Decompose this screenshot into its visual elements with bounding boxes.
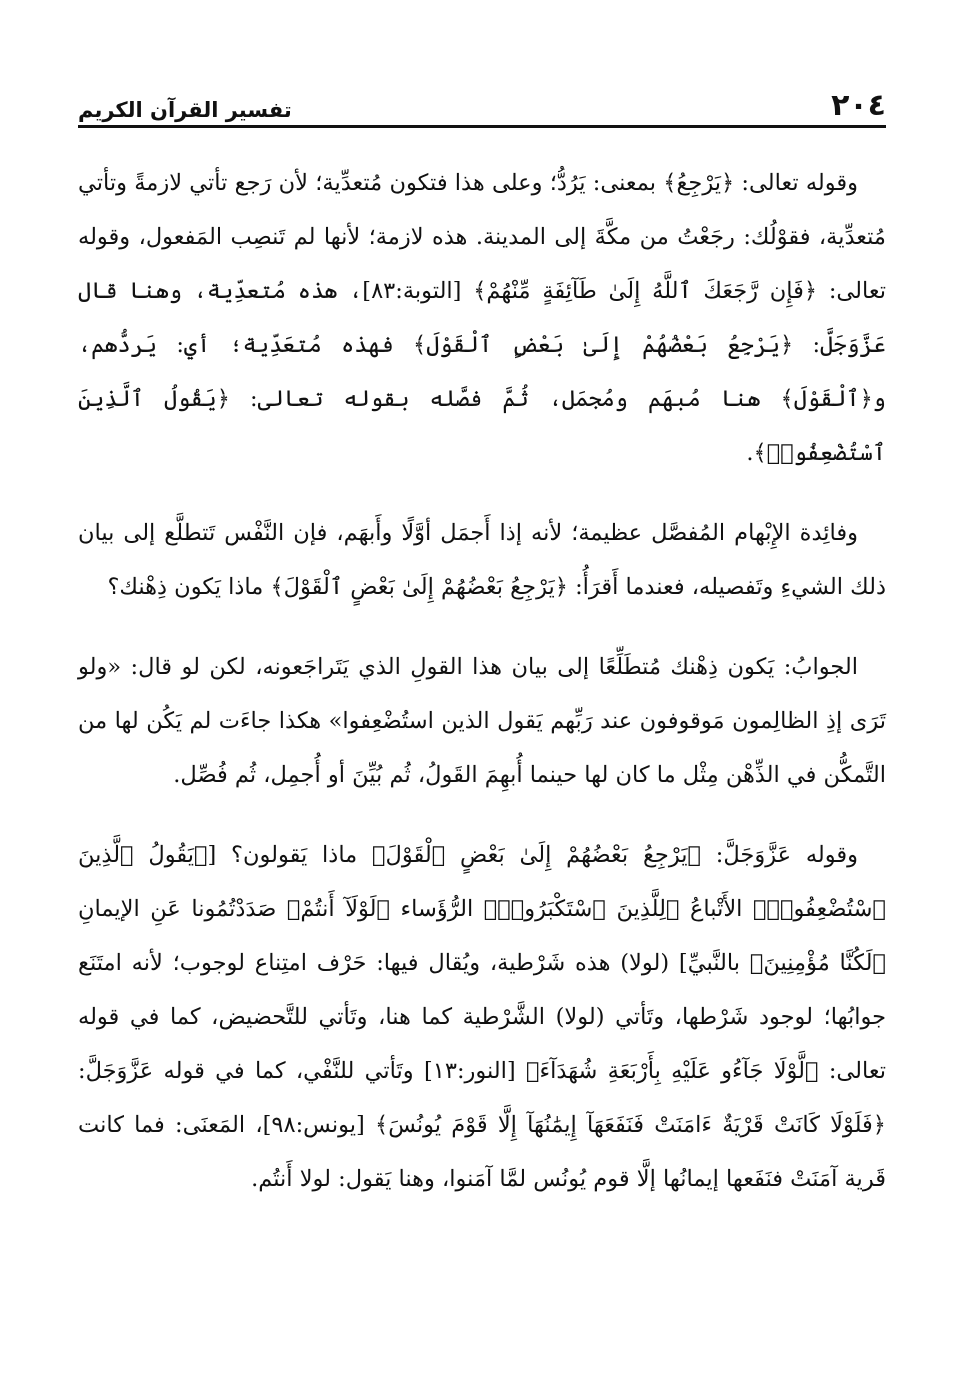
running-header	[78, 80, 886, 128]
paragraph-lawla-meanings: وقوله عَزَّوَجَلَّ: ﴿يَرْجِعُ بَعْضُهُمْ إِلَىٰ بَعْضٍ ٱلْقَوْلَ﴾ ماذا يَقولون؟ [﴿يَقُولُ ٱلَّذِينَ ٱسْتُضْعِفُوا۟﴾ الأَتْباعُ ﴿لِلَّذِينَ ٱسْتَكْبَرُوا۟﴾ الرُّؤَساء ﴿لَوْلَآ أَنتُمْ﴾ صَدَدْتُمُونا عَنِ الإيمانِ ﴿لَكُنَّا مُؤْمِنِينَ﴾ بالنَّبيِّ] (لولا) هذه شَرْطية، ويُقال فيها: حَرْف امتِناع لوجوب؛ لأنه امتَنَع جوابُها؛ لوجود شَرْطها، وتَأتي (لولا) الشَّرْطية كما هنا، وتَأتي للتَّحضيض، كما في قوله تعالى: ﴿لَّوْلَا جَآءُو عَلَيْهِ بِأَرْبَعَةِ شُهَدَآءَ﴾ [النور:١٣] وتَأتي للنَّفْي، كما في قوله عَزَّوَجَلَّ: ﴿فَلَوْلَا كَانَتْ قَرْيَةٌ ءَامَنَتْ فَنَفَعَهَآ إِيمَٰنُهَآ إِلَّا قَوْمَ يُونُسَ﴾ [يونس:٩٨]، المَعنَى: فما كانت قَرية آمَنَتْ فنَفَعها إيمانُها إلَّا قوم يُونُس لمَّا آمَنوا، وهنا يَقول: لولا أَنتُم.	[78, 842, 886, 1192]
book-title: تفسير القرآن الكريم	[78, 98, 292, 122]
book-page	[78, 80, 886, 1320]
page-body	[78, 156, 886, 1206]
paragraph-benefit-of-ambiguity: وفائِدة الإِبْهام المُفصَّل عظيمة؛ لأنه إذا أَجمَل أوَّلًا وأَبهَم، فإن النَّفْس تَتطلَّع إلى بيان ذلك الشيءِ وتَفصيله، فعندما أَقرَأُ: ﴿يَرْجِعُ بَعْضُهُمْ إِلَىٰ بَعْضٍ ٱلْقَوْلَ﴾ ماذا يَكون ذِهْنك؟	[78, 520, 886, 600]
page-number: ٢٠٤	[831, 88, 886, 123]
paragraph-verb-yarjiu: وقوله تعالى: ﴿يَرْجِعُ﴾ بمعنى: يَرُدُّ؛ وعلى هذا فتكون مُتعدِّية؛ لأن رَجع تأتي لازمةً وتأتي مُتعدِّية، فقوْلُك: رجَعْتُ من مكَّةَ إلى المدينة. هذه لازمة؛ لأنها لم تَنصِب المَفعول، وقوله تعالى: ﴿فَإِن رَّجَعَكَ ٱللَّهُ إِلَىٰ طَآئِفَةٍ مِّنْهُمْ﴾ [التوبة:٨٣]، هذه مُتعدِّية، وهنا قال عَزَّوَجَلَّ: ﴿يَرْجِعُ بَعْضُهُمْ إِلَىٰ بَعْضٍ ٱلْقَوْلَ﴾ فهذه مُتعَدِّية؛ أي: يَردُّهم، و﴿ٱلْقَوْلَ﴾ هنا مُبهَم ومُجمَل، ثُمَّ فصَّله بقوله تعالى: ﴿يَقُولُ ٱلَّذِينَ ٱسْتُضْعِفُوا۟﴾.	[78, 170, 886, 466]
paragraph-answer: الجوابُ: يَكون ذِهْنك مُتطَلِّعًا إلى بيان هذا القولِ الذي يَتَراجَعونه، لكن لو قال: «ولو تَرَى إذِ الظالِمون مَوقوفون عند رَبِّهم يَقول الذين استُضْعِفوا» هكذا جاءَت لم يَكُن لها من التَّمكُّن في الذِّهْن مِثْل ما كان لها حينما أُبهِمَ القَولُ، ثُم بُيِّنَ أو أُجمِل، ثُم فُصِّل.	[78, 654, 886, 788]
